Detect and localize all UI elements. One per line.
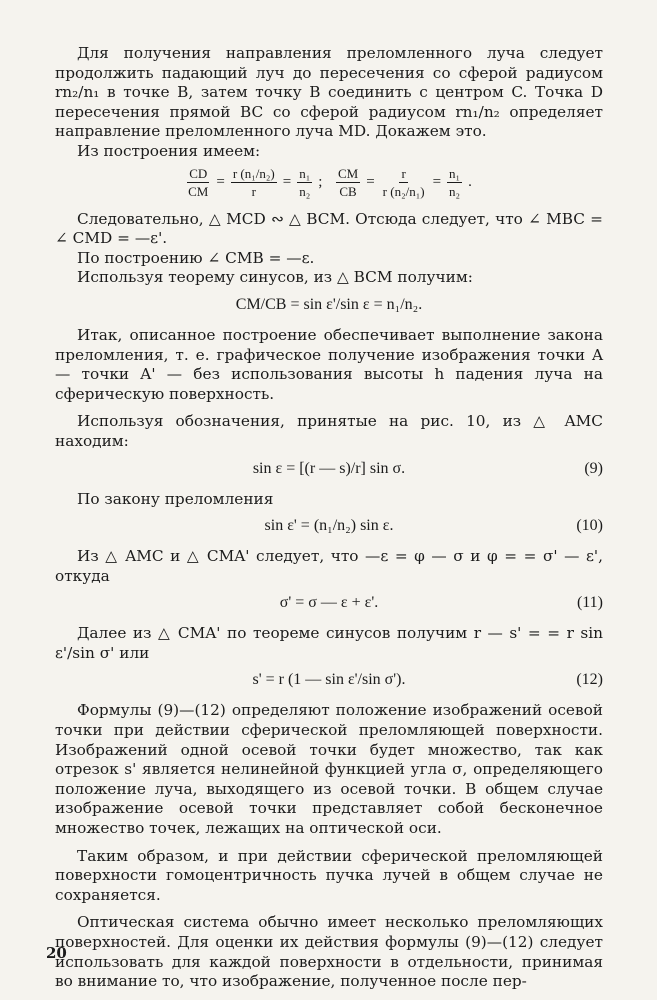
paragraph-homocentricity: Таким образом, и при действии сферической преломляющей поверхности гомоцентричность пучка лучей в общем случае не сохраняется. xyxy=(55,846,603,904)
equation-11: σ' = σ — ε + ε'. (11) xyxy=(55,592,603,614)
page-body xyxy=(55,44,603,992)
equation-12: s' = r (1 — sin ε'/sin σ'). (12) xyxy=(55,669,603,691)
paragraph-formulas: Формулы (9)—(12) определяют положение изображений осевой точки при действии сферической преломляющей поверхности. Изображений одной осевой точки будет множество, так как отрезок s' является нелинейной функцией угла σ, определяющего положение луча, выходящего из осевой точки. В общем случае изображение осевой точки представляет собой бесконечное множество точек, лежащих на оптической оси. xyxy=(55,701,603,838)
equation-9: sin ε = [(r — s)/r] sin σ. (9) xyxy=(55,458,603,480)
paragraph-conclusion: Итак, описанное построение обеспечивает выполнение закона преломления, т. е. графическое получение изображения точки A — точки A' — без использования высоты h падения луча на сферическую поверхность. xyxy=(55,325,603,403)
paragraph-by-construction: По построению ∠ CMB = —ε. xyxy=(77,248,315,267)
paragraph-further: Далее из △ CMA' по теореме синусов получим r — s' = = r sin ε'/sin σ' или xyxy=(55,624,603,662)
equation-10: sin ε' = (n₁/n₂) sin ε. (10) xyxy=(55,515,603,537)
paragraph-sine-theorem: Используя теорему синусов, из △ BCM получим: xyxy=(77,268,473,287)
fraction: $\frac{r}{\text{r (n₂/n₁)}}$ xyxy=(382,165,425,199)
fraction: $\frac{\text{n₁}}{\text{n₂}}$ xyxy=(299,165,311,199)
paragraph-refraction-law: По закону преломления xyxy=(77,489,274,508)
equation-sines: CM/CB = sin ε'/sin ε = n₁/n₂. xyxy=(235,295,423,313)
equation-number: (11) xyxy=(576,594,603,612)
equation-number: (10) xyxy=(576,517,603,535)
fraction: $\frac{\text{r (n₁/n₂)}}{r}$ xyxy=(232,165,275,199)
fraction: $\frac{\text{n₁}}{\text{n₂}}$ xyxy=(449,165,461,199)
paragraph-optical-system: Оптическая система обычно имеет несколько преломляющих поверхностей. Для оценки их действия формулы (9)—(12) следует использовать для каждой поверхности в отдельности, принимая во внимание то, что изображение, полученное после пер- xyxy=(55,913,603,991)
equation-number: (12) xyxy=(576,671,603,689)
ratio-equations: $\frac{CD}{CM}$ = $\frac{\text{r (n₁/n₂)}}{r}$ = $\frac{\text{n₁}}{\text{n₂}}$ ; $\frac{CM}{CB}$ = $\frac{r}{\text{r (n₂/n₁)}}$ = $\frac{\text{n₁}}{\text{n₂}}$ . xyxy=(188,165,472,199)
paragraph-angles: Из △ AMC и △ CMA' следует, что —ε = φ — σ и φ = = σ' — ε', откуда xyxy=(55,547,603,585)
paragraph-from-construction: Из построения имеем: xyxy=(77,141,261,160)
fraction: $\frac{CD}{CM}$ xyxy=(188,165,209,199)
page-number: 20 xyxy=(46,944,67,962)
paragraph-construction: Для получения направления преломленного луча следует продолжить падающий луч до пересечения со сферой радиусом rn₂/n₁ в точке B, затем точку B соединить с центром C. Точка D пересечения прямой BC со сферой радиусом rn₁/n₂ определяет направление преломленного луча MD. Докажем это. xyxy=(55,44,603,141)
equation-number: (9) xyxy=(584,459,603,477)
fraction: $\frac{CM}{CB}$ xyxy=(337,165,359,199)
paragraph-notation: Используя обозначения, принятые на рис. 10, из △ AMC находим: xyxy=(55,412,603,450)
paragraph-similarity: Следовательно, △ MCD ∾ △ BCM. Отсюда следует, что ∠ MBC = ∠ CMD = —ε'. xyxy=(55,209,603,248)
